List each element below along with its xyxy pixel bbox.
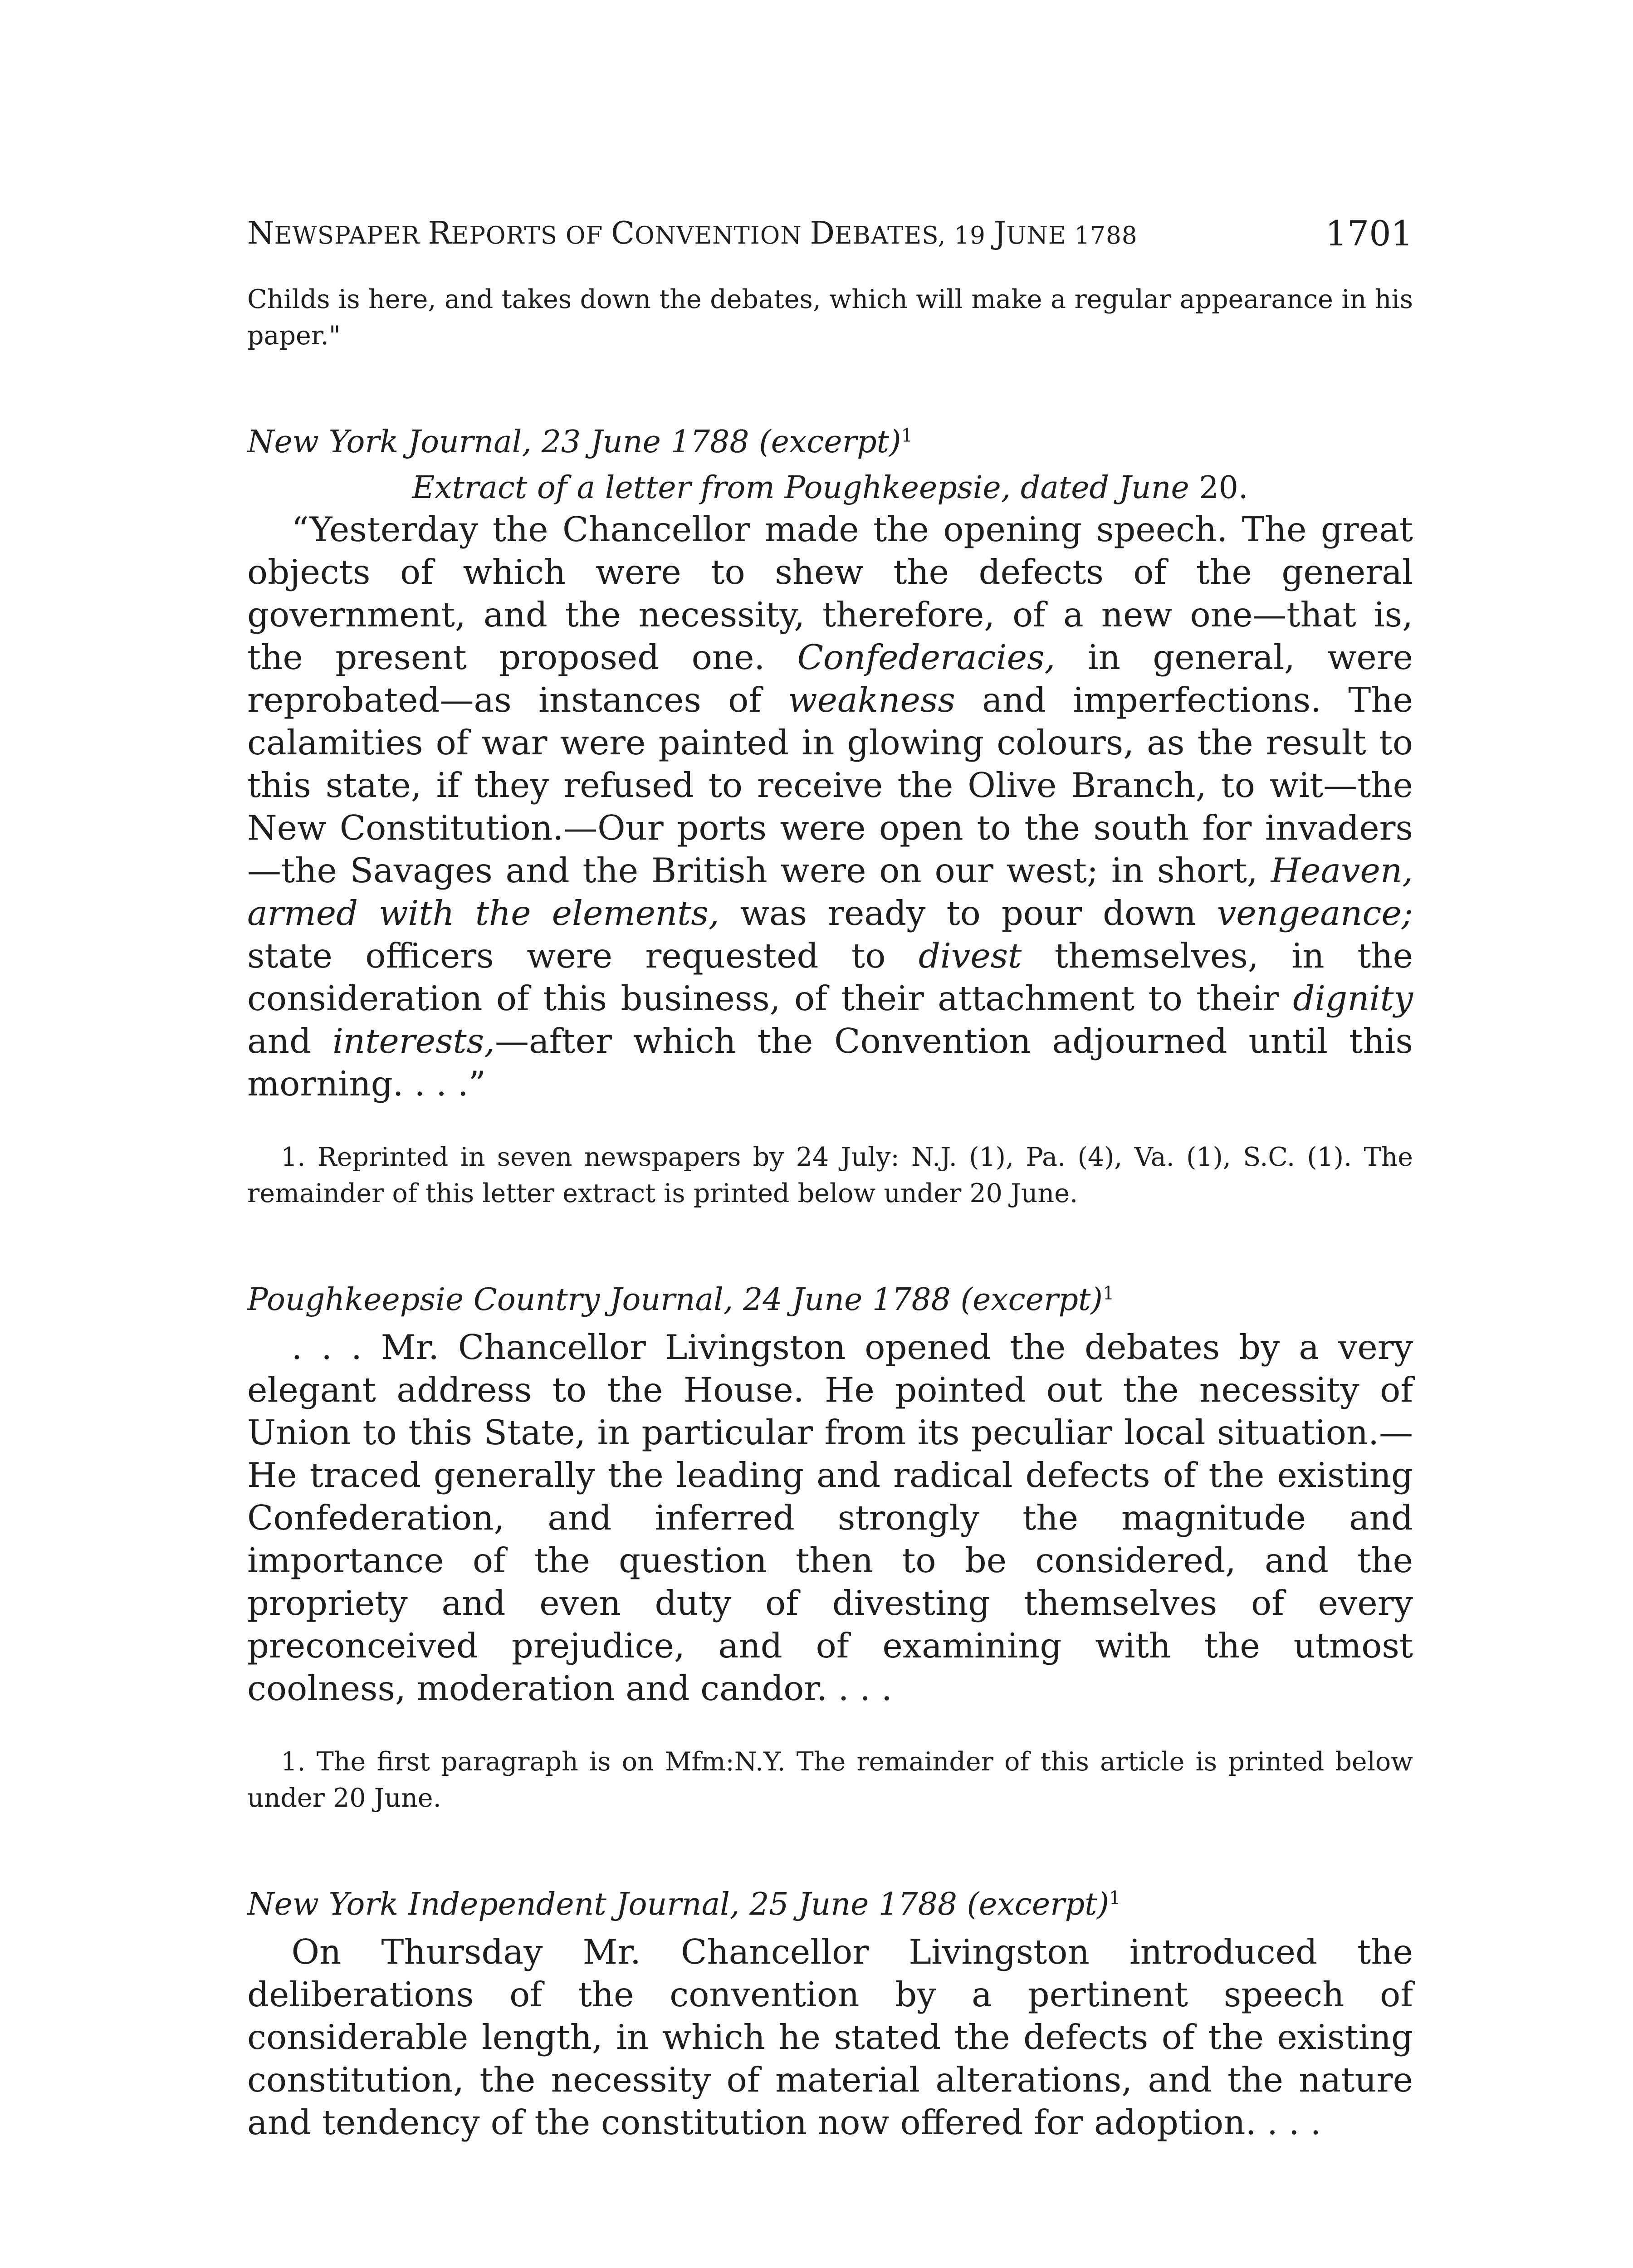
section-title-text: Poughkeepsie Country Journal, 24 June 1788 (excerpt) [247,1282,1103,1318]
running-title [247,213,1138,256]
text-run: and imperfections. The calamities of war were painted in glowing colours, as the result to this state, if they refused to receive the Olive Branch, to wit—the New Constitution.—Our ports were open to the south for invaders—the Savages and the British were on our west; in short, [247,680,1413,890]
running-title-cap: J [993,215,1006,251]
running-title-smallcaps: EBATES, 19 [835,221,994,249]
running-title-cap: C [611,215,635,251]
text-run: in general, were reprobated—as instances of [247,637,1413,720]
italic-run: interests, [332,1021,495,1061]
italic-run: weakness [788,680,955,720]
footnote: 1. The first paragraph is on Mfm:N.Y. The remainder of this article is printed below under 20 June. [247,1747,1413,1813]
italic-run: dignity [1293,978,1413,1018]
italic-run: Confederacies, [797,637,1056,677]
section-new-york-journal [247,422,1413,1212]
running-title-cap: N [247,215,274,251]
subhead-italic: Extract of a letter from Poughkeepsie, dated June [412,470,1189,506]
running-title-cap: R [428,215,451,251]
text-run: —after which the Convention adjourned until this morning. . . .” [247,1021,1413,1104]
text-run: state officers were requested to [247,936,919,976]
section-body [247,1931,1413,2144]
italic-run: Heaven, armed with the elements, [247,850,1413,933]
text-run: themselves, in the consideration of this business, of their attachment to their [247,936,1413,1018]
section-new-york-independent-journal [247,1884,1413,2144]
subhead-roman: 20. [1189,470,1248,506]
letter-subhead [247,468,1413,508]
section-title [247,1884,1413,1925]
text-run: . . . Mr. Chancellor Livingston opened the debates by a very elegant address to the House. He pointed out the necessity of Union to this State, in particular from its peculiar local situation.—He traced generally the leading and radical defects of the existing Confederation, and inferred strongly the magnitude and importance of the question then to be considered, and the propriety and even duty of divesting themselves of every preconceived prejudice, and of examining with the utmost coolness, moderation and candor. . . . [247,1327,1413,1708]
text-run: “Yesterday the Chancellor made the opening speech. The great objects of which were to shew the defects of the general government, and the necessity, therefore, of a new one—that is, the present proposed one. [247,509,1413,677]
text-run: was ready to pour down [719,893,1217,933]
text-run: On Thursday Mr. Chancellor Livingston introduced the deliberations of the convention by a pertinent speech of considerable length, in which he stated the defects of the existing constitution, the necessity of material alterations, and the nature and tendency of the constitution now offered for adoption. . . . [247,1932,1413,2142]
footnote-marker: 1 [1109,1887,1121,1909]
section-poughkeepsie-country-journal [247,1280,1413,1816]
section-body [247,1326,1413,1710]
italic-run: vengeance; [1217,893,1413,933]
footnote: 1. Reprinted in seven newspapers by 24 July: N.J. (1), Pa. (4), Va. (1), S.C. (1). The remainder of this letter extract is printed below under 20 June. [247,1142,1413,1208]
italic-run: divest [918,936,1022,976]
section-body [247,508,1413,1105]
document-page [247,213,1413,2178]
section-title [247,422,1413,463]
section-title-text: New York Journal, 23 June 1788 (excerpt) [247,424,901,460]
carryover-text: Childs is here, and takes down the debates, which will make a regular appearance in his paper." [247,284,1413,351]
running-head [247,213,1413,263]
text-run: and [247,1021,332,1061]
section-title-text: New York Independent Journal, 25 June 1788 (excerpt) [247,1887,1109,1922]
running-title-smallcaps: ONVENTION [635,221,810,249]
footnote-marker: 1 [901,425,913,446]
footnote-marker: 1 [1102,1283,1115,1304]
running-title-smallcaps: UNE 1788 [1006,221,1138,249]
section-title [247,1280,1413,1320]
running-title-cap: D [810,215,835,251]
running-title-smallcaps: EPORTS OF [451,221,611,249]
page-number: 1701 [1325,213,1413,254]
running-title-smallcaps: EWSPAPER [274,221,428,249]
